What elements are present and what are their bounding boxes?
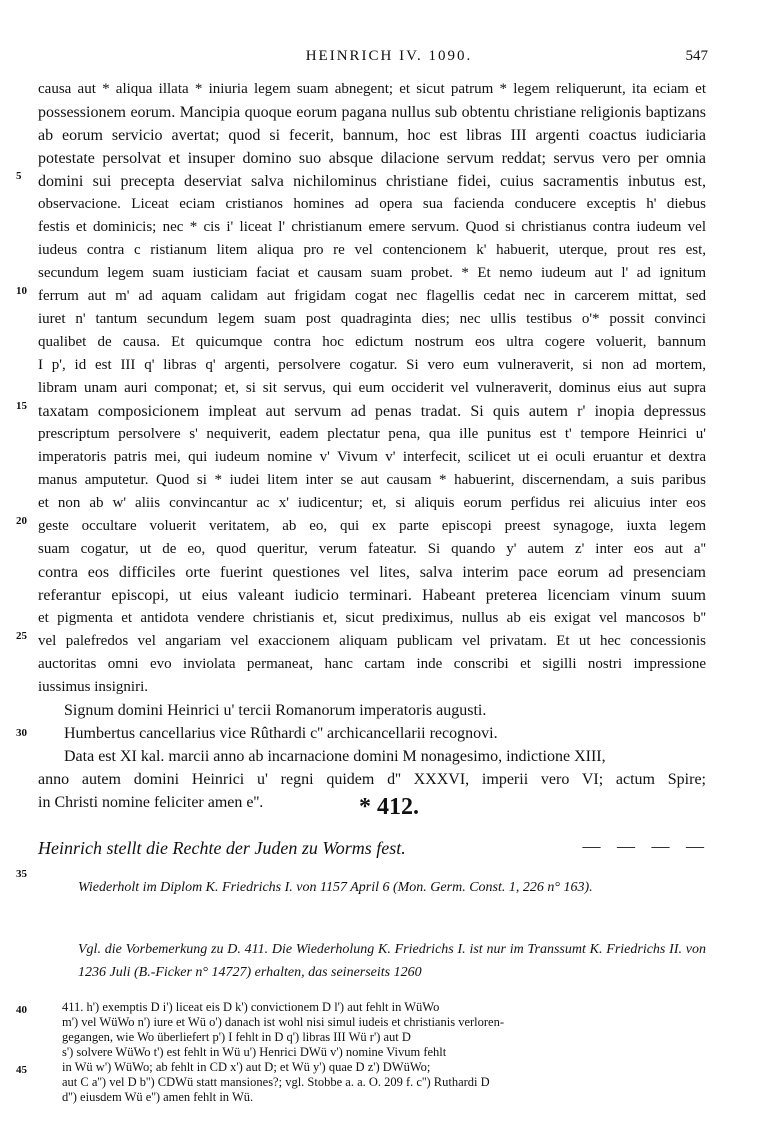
footnotes bbox=[62, 1000, 706, 1105]
text-line: prescriptum persolvere s' nequiverit, eadem plectatur pena, qua ille punitus est t' tempore Heinrici u' bbox=[38, 426, 706, 442]
text-line: et non ab w' aliis convincantur ac x' iudicentur; et, si aliquis eorum perfidus rei alicuius inter eos bbox=[38, 495, 706, 511]
line-number: 45 bbox=[16, 1064, 27, 1076]
line-number: 35 bbox=[16, 868, 27, 880]
dating-line: in Christi nomine feliciter amen e''. bbox=[38, 794, 264, 811]
text-line: suam cogatur, ut de eo, quod queritur, verum fateatur. Si quando y' autem z' inter eos aut a'' bbox=[38, 541, 706, 557]
document-number: * 412. bbox=[359, 794, 419, 820]
text-line: referantur episcopi, ut eius valeant iudicio terminari. Habeant preterea licenciam vinum suum bbox=[38, 587, 706, 604]
footnote-line: gegangen, wie Wo überliefert p') I fehlt in D q') libras III Wü r') aut D bbox=[62, 1030, 411, 1044]
line-number: 25 bbox=[16, 630, 27, 642]
text-line: contra eos difficiles orte fuerint questiones vel lites, salva interim pace eorum ad presenciam bbox=[38, 564, 706, 581]
text-line: causa aut * aliqua illata * iniuria legem suam abnegent; et sicut patrum * legem reliquerunt, ita eciam et bbox=[38, 81, 706, 97]
line-number: 5 bbox=[16, 170, 22, 182]
text-line: vel palefredos vel angariam vel exaccionem aliquam publicam vel privatam. Et ut hec concessionis bbox=[38, 633, 706, 649]
charter-text bbox=[38, 78, 706, 814]
heading-dashes: — — — — bbox=[582, 836, 710, 856]
signature-line: Humbertus cancellarius vice Rûthardi c'' archicancellarii recognovi. bbox=[64, 725, 498, 742]
text-line: imperatoris patris mei, qui iudeum nomine v' Vivum v' interfecit, scilicet ut ei oculi eruantur et dextra bbox=[38, 449, 706, 465]
preliminary-note: Vgl. die Vorbemerkung zu D. 411. Die Wiederholung K. Friedrichs I. ist nur im Transsumt K. Friedrichs II. von 1236 Juli (B.-Ficker n° 14727) erhalten, das seinerseits 1260 bbox=[78, 942, 706, 980]
footnote-line: d'') eiusdem Wü e'') amen fehlt in Wü. bbox=[62, 1090, 254, 1104]
text-line: possessionem eorum. Mancipia quoque eorum pagana nullus sub obtentu christiane religionis baptizans bbox=[38, 104, 706, 121]
text-line: ferrum aut m' ad aquam calidam aut frigidam cogat nec flagellis cedat nec in carcerem mittat, sed bbox=[38, 288, 706, 304]
footnote-line: in Wü w') WüWo; ab fehlt in CD x') aut D; et Wü y') quae D z') DWüWo; bbox=[62, 1060, 431, 1074]
text-line: I p', id est III q' libras q' argenti, persolvere cogatur. Si vero eum vulneraverit, si non ad mortem, bbox=[38, 357, 706, 373]
line-number: 15 bbox=[16, 400, 27, 412]
text-line: taxatam composicionem impleat aut servum ad penas tradat. Si quis autem r' inopia depressus bbox=[38, 403, 706, 420]
text-line: et pigmenta et antidota vendere christianis et, sicut prediximus, nullus ab eis exigat vel mancosos b'' bbox=[38, 610, 706, 626]
page-number: 547 bbox=[685, 48, 708, 64]
footnote-line: m') vel WüWo n') iure et Wü o') danach ist wohl nisi simul iudeis et christianis verloren- bbox=[62, 1015, 504, 1029]
transmission-note: Wiederholt im Diplom K. Friedrichs I. von 1157 April 6 (Mon. Germ. Const. 1, 226 n° 163). bbox=[78, 880, 593, 895]
footnote-line: 411. h') exemptis D i') liceat eis D k') convictionem D l') aut fehlt in WüWo bbox=[62, 1000, 440, 1014]
document-heading: Heinrich stellt die Rechte der Juden zu Worms fest. bbox=[38, 838, 406, 858]
signature-line: Signum domini Heinrici u' tercii Romanorum imperatoris augusti. bbox=[64, 702, 487, 719]
footnote-line: s') solvere WüWo t') est fehlt in Wü u') Henrici DWü v') nomine Vivum fehlt bbox=[62, 1045, 447, 1059]
line-number: 10 bbox=[16, 285, 27, 297]
dating-line: anno autem domini Heinrici u' regni quidem d'' XXXVI, imperii vero VI; actum Spire; bbox=[38, 771, 706, 788]
text-line: potestate persolvat et insuper domino suo absque dilacione servum reddat; servus vero per omnia bbox=[38, 150, 706, 167]
footnote-line: aut C a'') vel D b'') CDWü statt mansiones?; vgl. Stobbe a. a. O. 209 f. c'') Ruthardi D bbox=[62, 1075, 490, 1089]
line-number: 20 bbox=[16, 515, 27, 527]
text-line: manus amputetur. Quod si * iudei litem inter se aut causam * habuerint, discernendam, a suis paribus bbox=[38, 472, 706, 488]
text-line: iussimus insigniri. bbox=[38, 679, 149, 695]
text-line: libram unam auri componat; et, si sit servus, qui eum occiderit vel vulneraverit, dominus eius aut supra bbox=[38, 380, 706, 396]
line-number: 30 bbox=[16, 727, 27, 739]
dating-line: Data est XI kal. marcii anno ab incarnacione domini M nonagesimo, indictione XIII, bbox=[64, 748, 606, 765]
text-line: domini sui precepta deserviat salva nichilominus christiane fidei, cuius sacramentis inbutus est, bbox=[38, 173, 706, 190]
text-line: festis et dominicis; nec * cis i' liceat l' christianum emere servum. Quod si christianus contra iudeum vel bbox=[38, 219, 706, 235]
text-line: geste occultare voluerit veritatem, ab eo, qui ex parte episcopi preest synagoge, iuxta legem bbox=[38, 518, 706, 534]
text-line: iudeus contra c ristianum litem aliqua pro re vel contencionem k' habuerit, uterque, prout res est, bbox=[38, 242, 706, 258]
text-line: iuret n' tantum secundum legem suam post quadraginta dies; nec ullis testibus o'* possit convinci bbox=[38, 311, 706, 327]
text-line: secundum legem suam iusticiam faciat et causam suam probet. * Et nemo iudeum aut l' ad ignitum bbox=[38, 265, 706, 281]
text-line: qualibet de causa. Et quicumque contra hoc edictum nostrum eos ultra cogere voluerit, bannum bbox=[38, 334, 706, 350]
text-line: observacione. Liceat eciam cristianos homines ad opera sua facienda conducere exceptis h' diebus bbox=[38, 196, 706, 212]
text-line: ab eorum servicio avertat; quod si fecerit, bannum, hoc est libras III argenti coactus iudiciaria bbox=[38, 127, 706, 144]
text-line: auctoritas omni evo inviolata permaneat, hanc cartam inde conscribi et sigilli nostri impressione bbox=[38, 656, 706, 672]
running-header-title: HEINRICH IV. 1090. bbox=[305, 48, 473, 64]
line-number: 40 bbox=[16, 1004, 27, 1016]
